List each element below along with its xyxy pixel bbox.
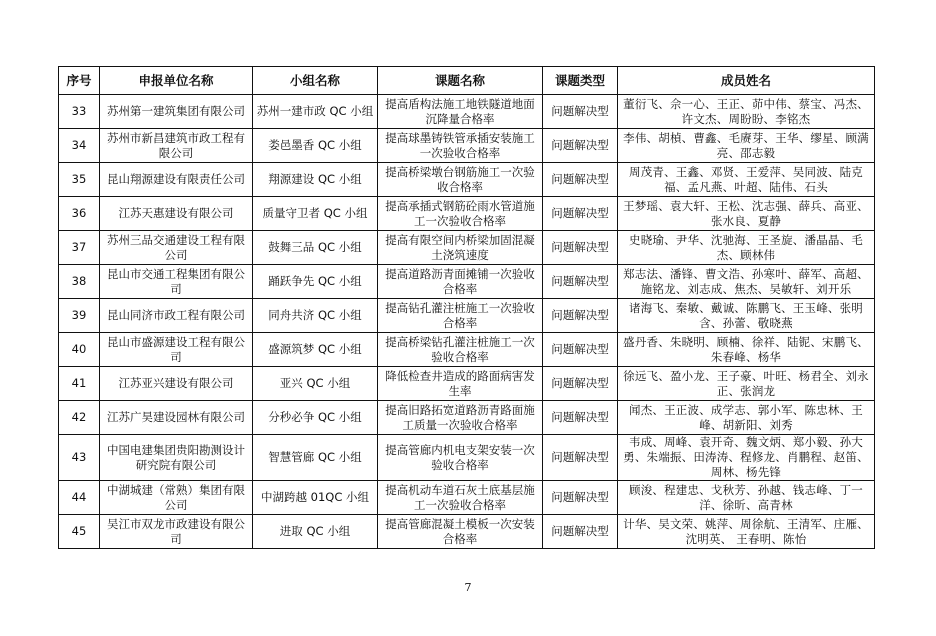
cell-type: 问题解决型: [543, 231, 618, 265]
cell-members: 盛丹香、朱晓明、顾楠、徐祥、陆铌、宋鹏飞、朱春峰、杨华: [618, 333, 875, 367]
page-number: 7: [464, 581, 472, 594]
cell-topic: 提高盾构法施工地铁隧道地面沉降量合格率: [378, 95, 543, 129]
cell-no: 41: [59, 367, 100, 401]
cell-topic: 提高钻孔灌注桩施工一次验收合格率: [378, 299, 543, 333]
cell-members: 诸海飞、秦敏、戴诚、陈鹏飞、王玉峰、张明含、孙蕾、敬晓燕: [618, 299, 875, 333]
cell-members: 计华、吴文荣、姚萍、周徐航、王清军、庄雁、沈明英、 王春明、陈怡: [618, 515, 875, 549]
cell-unit: 吴江市双龙市政建设有限公司: [100, 515, 253, 549]
header-group: 小组名称: [253, 67, 378, 95]
cell-no: 37: [59, 231, 100, 265]
header-type: 课题类型: [543, 67, 618, 95]
cell-group: 分秒必争 QC 小组: [253, 401, 378, 435]
cell-type: 问题解决型: [543, 197, 618, 231]
cell-type: 问题解决型: [543, 299, 618, 333]
header-unit: 申报单位名称: [100, 67, 253, 95]
cell-group: 鼓舞三品 QC 小组: [253, 231, 378, 265]
cell-unit: 中国电建集团贵阳勘测设计研究院有限公司: [100, 435, 253, 481]
cell-no: 35: [59, 163, 100, 197]
cell-unit: 苏州市新昌建筑市政工程有限公司: [100, 129, 253, 163]
cell-type: 问题解决型: [543, 163, 618, 197]
cell-type: 问题解决型: [543, 515, 618, 549]
cell-unit: 江苏亚兴建设有限公司: [100, 367, 253, 401]
cell-unit: 江苏天惠建设有限公司: [100, 197, 253, 231]
qc-results-table: [58, 66, 875, 549]
table-row: [59, 299, 875, 333]
cell-unit: 苏州三品交通建设工程有限公司: [100, 231, 253, 265]
cell-topic: 提高桥梁墩台钢筋施工一次验收合格率: [378, 163, 543, 197]
cell-group: 质量守卫者 QC 小组: [253, 197, 378, 231]
table-row: [59, 401, 875, 435]
cell-group: 中湖跨越 01QC 小组: [253, 481, 378, 515]
cell-unit: 苏州第一建筑集团有限公司: [100, 95, 253, 129]
cell-group: 翔源建设 QC 小组: [253, 163, 378, 197]
table-row: [59, 333, 875, 367]
cell-group: 踊跃争先 QC 小组: [253, 265, 378, 299]
cell-topic: 降低检查井造成的路面病害发生率: [378, 367, 543, 401]
cell-members: 王梦瑶、袁大轩、王松、沈志强、薛兵、高亚、张水良、夏静: [618, 197, 875, 231]
cell-unit: 昆山同济市政工程有限公司: [100, 299, 253, 333]
table-row: [59, 435, 875, 481]
cell-no: 36: [59, 197, 100, 231]
cell-group: 进取 QC 小组: [253, 515, 378, 549]
table-header-row: [59, 67, 875, 95]
cell-no: 38: [59, 265, 100, 299]
cell-topic: 提高旧路拓宽道路沥青路面施工质量一次验收合格率: [378, 401, 543, 435]
cell-type: 问题解决型: [543, 95, 618, 129]
table-row: [59, 265, 875, 299]
cell-group: 亚兴 QC 小组: [253, 367, 378, 401]
cell-no: 45: [59, 515, 100, 549]
table-row: [59, 367, 875, 401]
cell-topic: 提高桥梁钻孔灌注桩施工一次验收合格率: [378, 333, 543, 367]
cell-group: 苏州一建市政 QC 小组: [253, 95, 378, 129]
cell-no: 43: [59, 435, 100, 481]
header-no: 序号: [59, 67, 100, 95]
cell-unit: 昆山市盛源建设工程有限公司: [100, 333, 253, 367]
cell-members: 周茂青、王鑫、邓贤、王爱萍、吴同波、陆克福、孟凡燕、叶超、陆伟、石头: [618, 163, 875, 197]
cell-no: 42: [59, 401, 100, 435]
cell-type: 问题解决型: [543, 401, 618, 435]
table-row: [59, 481, 875, 515]
cell-no: 44: [59, 481, 100, 515]
cell-unit: 江苏广昊建设园林有限公司: [100, 401, 253, 435]
cell-type: 问题解决型: [543, 129, 618, 163]
cell-members: 闻杰、王正波、成学志、郭小军、陈忠林、王峰、胡新阳、刘秀: [618, 401, 875, 435]
cell-type: 问题解决型: [543, 265, 618, 299]
cell-members: 李伟、胡楨、曹鑫、毛赓芽、王华、缪星、顾满亮、邵志毅: [618, 129, 875, 163]
cell-members: 郑志法、潘锋、曹文浩、孙寒叶、薛军、高超、施铭龙、刘志成、焦杰、吴敏轩、刘开乐: [618, 265, 875, 299]
cell-topic: 提高机动车道石灰土底基层施工一次验收合格率: [378, 481, 543, 515]
cell-unit: 中湖城建（常熟）集团有限公司: [100, 481, 253, 515]
cell-unit: 昆山市交通工程集团有限公司: [100, 265, 253, 299]
cell-members: 史晓瑜、尹华、沈驰海、王圣旋、潘晶晶、毛杰、顾林伟: [618, 231, 875, 265]
cell-members: 董衍飞、佘一心、王正、茆中伟、蔡宝、冯杰、许文杰、周盼盼、李铭杰: [618, 95, 875, 129]
cell-topic: 提高管廊内机电支架安装一次验收合格率: [378, 435, 543, 481]
cell-no: 40: [59, 333, 100, 367]
cell-topic: 提高有限空间内桥梁加固混凝土浇筑速度: [378, 231, 543, 265]
cell-type: 问题解决型: [543, 435, 618, 481]
table-row: [59, 515, 875, 549]
cell-group: 娄邑墨香 QC 小组: [253, 129, 378, 163]
table-row: [59, 197, 875, 231]
cell-group: 同舟共济 QC 小组: [253, 299, 378, 333]
cell-unit: 昆山翔源建设有限责任公司: [100, 163, 253, 197]
table-row: [59, 231, 875, 265]
cell-topic: 提高承插式钢筋砼雨水管道施工一次验收合格率: [378, 197, 543, 231]
table-row: [59, 95, 875, 129]
table-row: [59, 163, 875, 197]
cell-type: 问题解决型: [543, 481, 618, 515]
cell-group: 盛源筑梦 QC 小组: [253, 333, 378, 367]
cell-topic: 提高道路沥青面摊铺一次验收合格率: [378, 265, 543, 299]
cell-no: 33: [59, 95, 100, 129]
cell-members: 徐远飞、盈小龙、王子豪、叶旺、杨君全、刘永正、张润龙: [618, 367, 875, 401]
cell-members: 顾浚、程建忠、戈秋芳、孙越、钱志峰、丁一洋、徐昕、高青林: [618, 481, 875, 515]
cell-topic: 提高球墨铸铁管承插安装施工一次验收合格率: [378, 129, 543, 163]
cell-group: 智慧管廊 QC 小组: [253, 435, 378, 481]
header-members: 成员姓名: [618, 67, 875, 95]
cell-type: 问题解决型: [543, 367, 618, 401]
cell-members: 韦成、周峰、袁开奇、魏文炳、郑小毅、孙大勇、朱端振、田涛涛、程修龙、肖鹏程、赵笛、周林、杨先锋: [618, 435, 875, 481]
cell-type: 问题解决型: [543, 333, 618, 367]
cell-topic: 提高管廊混凝土模板一次安装合格率: [378, 515, 543, 549]
cell-no: 34: [59, 129, 100, 163]
table-row: [59, 129, 875, 163]
cell-no: 39: [59, 299, 100, 333]
header-topic: 课题名称: [378, 67, 543, 95]
